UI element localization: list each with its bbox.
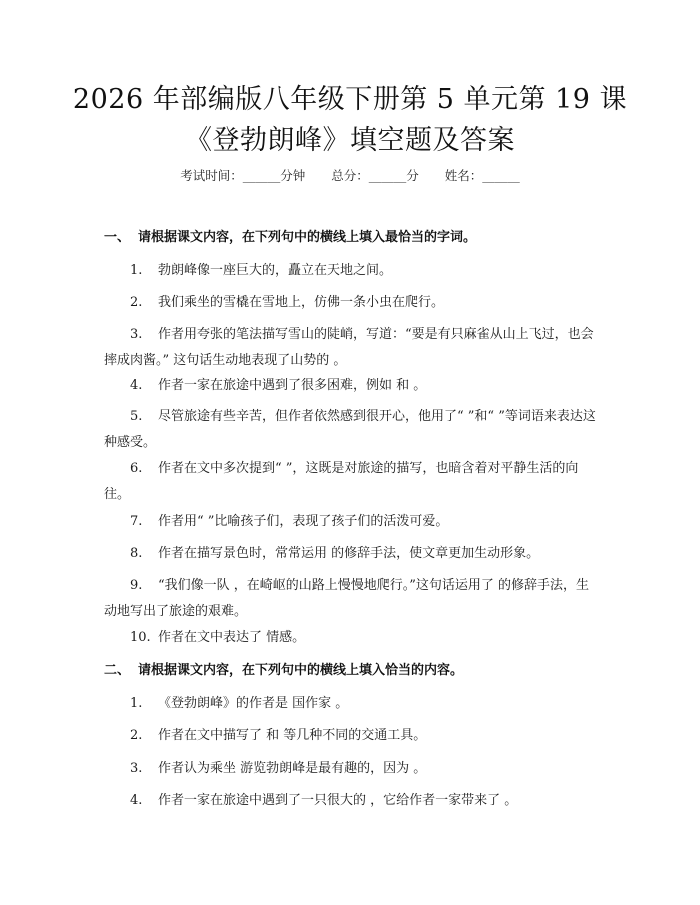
document-title-line-1: 2026 年部编版八年级下册第 5 单元第 19 课 <box>72 84 628 115</box>
question-number: 6. <box>130 461 143 476</box>
question-number: 1. <box>130 696 143 711</box>
question-number: 5. <box>130 409 143 424</box>
question-item <box>104 456 600 508</box>
question-number: 8. <box>130 546 143 561</box>
question-number: 1. <box>130 263 143 278</box>
question-number: 7. <box>130 514 143 529</box>
question-item <box>104 788 600 814</box>
question-text: 《登勃朗峰》的作者是 国作家 。 <box>158 696 349 711</box>
question-number: 4. <box>130 793 143 808</box>
exam-name-field: 姓名：______ <box>444 168 520 183</box>
section-number: 二、 <box>104 663 131 678</box>
question-number: 9. <box>130 578 143 593</box>
exam-score-field: 总分：______分 <box>331 168 419 183</box>
question-text: 作者一家在旅途中遇到了很多困难，例如 和 。 <box>158 378 427 393</box>
question-text: 作者在文中描写了 和 等几种不同的交通工具。 <box>158 728 427 743</box>
question-text: 我们乘坐的雪橇在雪地上，仿佛一条小虫在爬行。 <box>158 295 445 310</box>
question-item <box>104 756 600 782</box>
question-text: 作者认为乘坐 游览勃朗峰是最有趣的，因为 。 <box>158 761 427 776</box>
question-number: 3. <box>130 327 143 342</box>
question-number: 10. <box>130 630 151 645</box>
question-text: 作者一家在旅途中遇到了一只很大的 ，它给作者一家带来了 。 <box>158 793 518 808</box>
question-text: 尽管旅途有些辛苦，但作者依然感到很开心，他用了“ ”和“ ”等词语来表达这种感受。 <box>104 409 596 450</box>
question-number: 2. <box>130 295 143 310</box>
question-number: 4. <box>130 378 143 393</box>
question-item <box>104 290 600 316</box>
section-heading-1 <box>104 229 624 247</box>
question-item <box>104 373 600 399</box>
section-heading-text: 请根据课文内容，在下列句中的横线上填入最恰当的字词。 <box>138 230 477 245</box>
question-item <box>104 509 600 535</box>
question-text: 作者用夸张的笔法描写雪山的陡峭，写道：“要是有只麻雀从山上飞过，也会摔成肉酱。” 这句话生动地表现了山势的 。 <box>104 327 594 368</box>
document-title-line-2: 《登勃朗峰》填空题及答案 <box>185 125 515 156</box>
question-text: 作者在描写景色时，常常运用 的修辞手法，使文章更加生动形象。 <box>158 546 540 561</box>
exam-time-field: 考试时间：______分钟 <box>180 168 306 183</box>
question-item <box>104 573 600 625</box>
section-heading-2 <box>104 662 624 680</box>
question-text: 作者在文中多次提到“ ”，这既是对旅途的描写，也暗含着对平静生活的向往。 <box>104 461 579 502</box>
question-number: 3. <box>130 761 143 776</box>
question-text: 勃朗峰像一座巨大的，矗立在天地之间。 <box>158 263 393 278</box>
question-item <box>104 625 600 651</box>
exam-info <box>0 167 700 185</box>
question-text: “我们像一队 ，在崎岖的山路上慢慢地爬行。”这句话运用了 的修辞手法，生动地写出了旅途的艰难。 <box>104 578 590 619</box>
question-item <box>104 691 600 717</box>
question-item <box>104 322 600 374</box>
question-text: 作者在文中表达了 情感。 <box>158 630 306 645</box>
section-number: 一、 <box>104 230 131 245</box>
question-number: 2. <box>130 728 143 743</box>
section-heading-text: 请根据课文内容，在下列句中的横线上填入恰当的内容。 <box>138 663 464 678</box>
question-item <box>104 258 600 284</box>
question-item <box>104 404 600 456</box>
question-item <box>104 723 600 749</box>
question-text: 作者用“ ”比喻孩子们，表现了孩子们的活泼可爱。 <box>158 514 449 529</box>
question-item <box>104 541 600 567</box>
